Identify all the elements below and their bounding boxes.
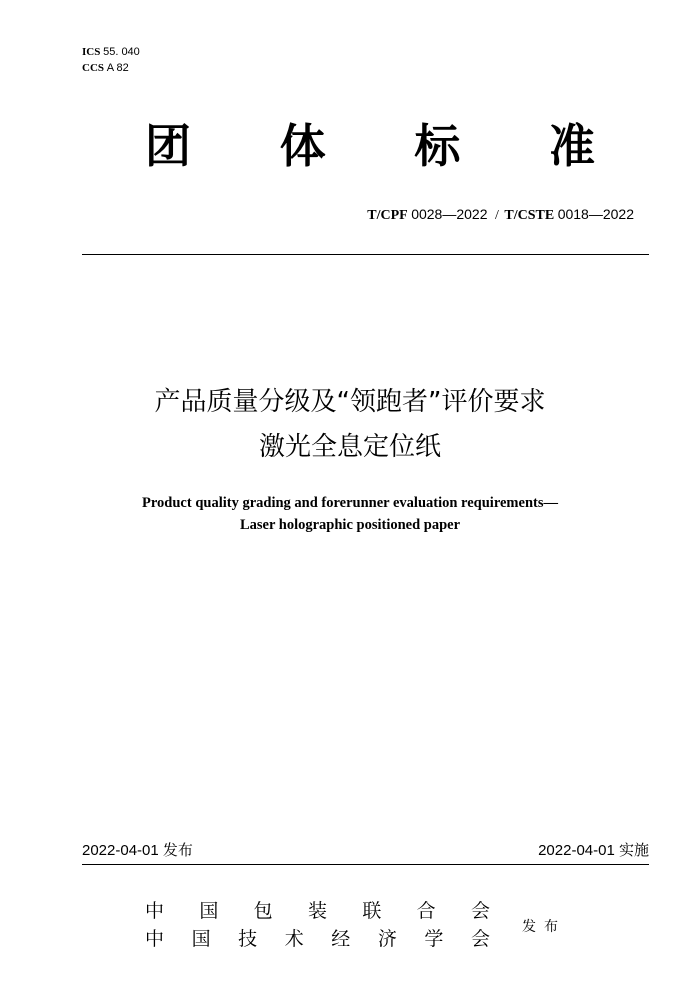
standard-code-1: T/CPF (367, 208, 408, 223)
header-divider (82, 254, 649, 255)
issuer-org-2 (145, 926, 490, 952)
standard-separator: / (495, 208, 499, 223)
chinese-title-line-1: 产品质量分级及“领跑者”评价要求 (154, 387, 546, 417)
issuer-char: 中 (145, 900, 165, 922)
issuer-char: 会 (470, 928, 490, 950)
doc-type-char: 标 (414, 119, 461, 173)
ccs-code (82, 60, 140, 76)
standard-code-2: T/CSTE (504, 208, 555, 223)
standard-number (367, 206, 634, 224)
english-title-line-2: Laser holographic positioned paper (239, 517, 461, 533)
ccs-value: A 82 (106, 62, 129, 74)
issuer-org-1 (145, 898, 490, 924)
classification-codes (82, 44, 140, 76)
standard-number-2: 0018—2022 (557, 206, 634, 222)
issuer-char: 包 (253, 900, 273, 922)
doc-type-char: 团 (145, 119, 191, 173)
standard-number-1: 0028—2022 (411, 206, 488, 222)
ics-label: ICS (82, 46, 101, 58)
publish-label: 发布 (522, 919, 566, 935)
issuer-char: 会 (470, 900, 490, 922)
ics-value: 55. 040 (103, 46, 140, 58)
issuer-char: 技 (238, 928, 258, 950)
chinese-title-line-2: 激光全息定位纸 (258, 432, 441, 462)
issuer-char: 术 (284, 928, 304, 950)
issue-date: 2022-04-01 发布 (82, 842, 193, 859)
issuer-char: 经 (331, 928, 351, 950)
issuer-char: 学 (424, 928, 444, 950)
issuer-char: 合 (416, 900, 436, 922)
issuer-char: 中 (145, 928, 165, 950)
ccs-label: CCS (82, 62, 105, 74)
footer-divider (82, 864, 649, 865)
issuer-char: 国 (199, 900, 219, 922)
doc-type-char: 体 (279, 119, 326, 173)
issuer-char: 联 (362, 900, 382, 922)
document-type-heading (145, 118, 595, 178)
english-title-line-1: Product quality grading and forerunner evaluation requirements— (142, 495, 558, 511)
issuer-char: 装 (307, 900, 327, 922)
doc-type-char: 准 (548, 119, 595, 173)
issuer-char: 国 (191, 928, 211, 950)
effective-date: 2022-04-01 实施 (538, 842, 649, 859)
issuer-char: 济 (377, 928, 397, 950)
ics-code (82, 44, 140, 60)
